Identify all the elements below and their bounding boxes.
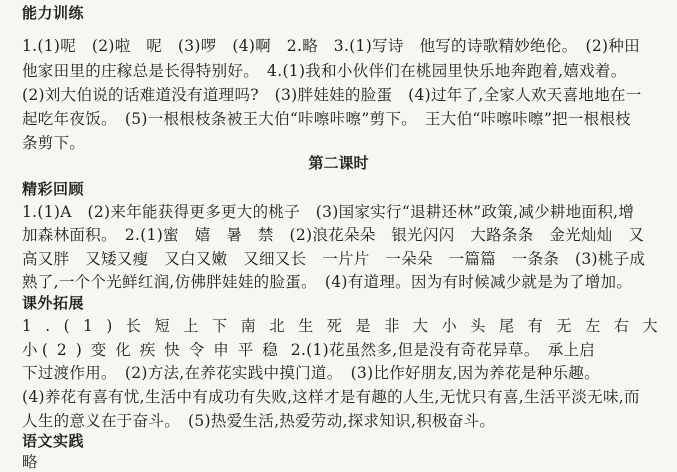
section-heading-practice: 语文实践: [22, 432, 85, 450]
answer-line: (2)刘大伯说的话难道没有道理吗? (3)胖娃娃的脸蛋 (4)过年了,全家人欢天喜地地在一: [22, 86, 642, 104]
lesson-title: 第二课时: [308, 154, 369, 172]
answer-line: 人生的意义在于奋斗。 (5)热爱生活,热爱劳动,探求知识,积极奋斗。: [22, 412, 496, 430]
section-heading-review: 精彩回顾: [22, 180, 85, 198]
section-heading-extension: 课外拓展: [22, 294, 85, 312]
answer-line: 熟了,一个个光鲜红润,仿佛胖娃娃的脸蛋。 (4)有道理。因为有时候减少就是为了增加。: [22, 273, 633, 291]
answer-line: 他家田里的庄稼总是长得特别好。 4.(1)我和小伙伴们在桃园里快乐地奔跑着,嬉戏着。: [22, 62, 627, 80]
answer-text: 小: [22, 341, 38, 359]
answer-line: 高又胖 又矮又瘦 又白又嫩 又细又长 一片片 一朵朵 一篇篇 一条条 (3)桃子成: [22, 250, 646, 268]
section-heading-ability-training: 能力训练: [22, 4, 85, 22]
answer-line: [22, 340, 595, 360]
answer-line: 略: [22, 453, 38, 471]
answer-line: (4)养花有喜有忧,生活中有成功有失败,这样才是有趣的人生,无忧只有喜,生活平淡无味,而: [22, 388, 640, 406]
answer-line: 起吃年夜饭。 (5)一根根枝条被王大伯“咔嚓咔嚓”剪下。 王大伯“咔嚓咔嚓”把一根根枝: [22, 110, 632, 128]
answer-line: 1.(1)A (2)来年能获得更多更大的桃子 (3)国家实行“退耕还林”政策,减少耕地面积,增: [22, 203, 635, 221]
answer-line: 1.(1)长短上下南北生死是非大小头尾有无左右大: [22, 317, 672, 335]
answer-text: (2)变化疾快令申平稳: [41, 341, 287, 359]
answer-line: 下过渡作用。 (2)方法,在养花实践中摸门道。 (3)比作好朋友,因为养花是种乐趣。: [22, 364, 600, 382]
answer-line: 条剪下。: [22, 134, 86, 152]
answer-line: 加森林面积。 2.(1)蜜 嬉 暑 禁 (2)浪花朵朵 银光闪闪 大路条条 金光灿灿 又: [22, 226, 645, 244]
answer-text: 2.(1)花虽然多,但是没有奇花异草。 承上启: [290, 341, 596, 359]
answer-line: 1.(1)呢 (2)啦 呢 (3)啰 (4)啊 2.略 3.(1)写诗 他写的诗歌精妙绝伦。 (2)种田: [22, 37, 640, 55]
